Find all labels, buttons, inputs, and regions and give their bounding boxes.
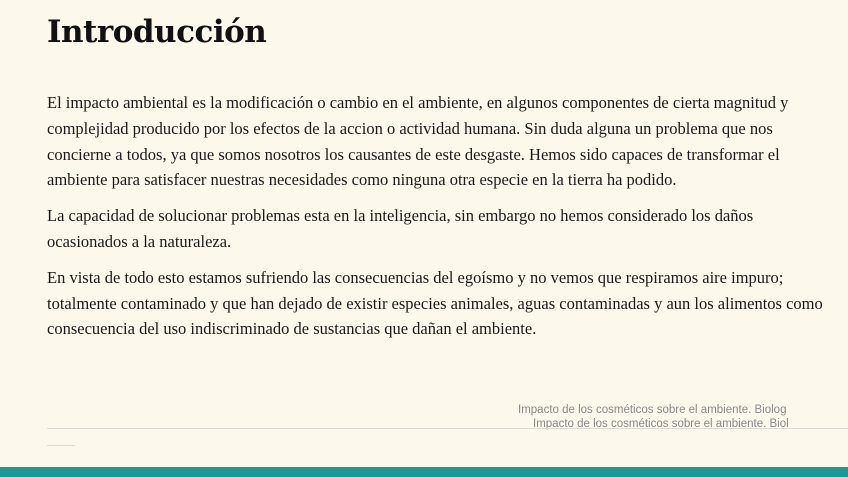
paragraph-1: El impacto ambiental es la modificación o cambio en el ambiente, en algunos componentes de cierta magnitud y complejidad producido por los efectos de la accion o actividad humana. Sin duda alguna un problema que nos concierne a todos, ya que somos nosotros los causantes de este desgaste. Hemos sido capaces de transformar el ambiente para satisfacer nuestras necesidades como ninguna otra especie en la tierra ha podido. [47,93,789,190]
footer-divider [47,428,848,429]
accent-bar [0,467,848,477]
slide-title: Introducción [47,14,267,50]
caption-line-1: Impacto de los cosméticos sobre el ambiente. Biolog [518,404,787,416]
paragraph-2: La capacidad de solucionar problemas esta en la inteligencia, sin embargo no hemos considerado los daños ocasionados a la naturaleza. [47,206,754,251]
caption-line-2: Impacto de los cosméticos sobre el ambiente. Biol [533,418,789,430]
slide-body [47,90,837,352]
paragraph-3: En vista de todo esto estamos sufriendo las consecuencias del egoísmo y no vemos que respiramos aire impuro; totalmente contaminado y que han dejado de existir especies animales, aguas contaminadas y aun los alimentos como consecuencia del uso indiscriminado de sustancias que dañan el ambiente. [47,267,823,339]
footer-divider-short [47,445,75,446]
